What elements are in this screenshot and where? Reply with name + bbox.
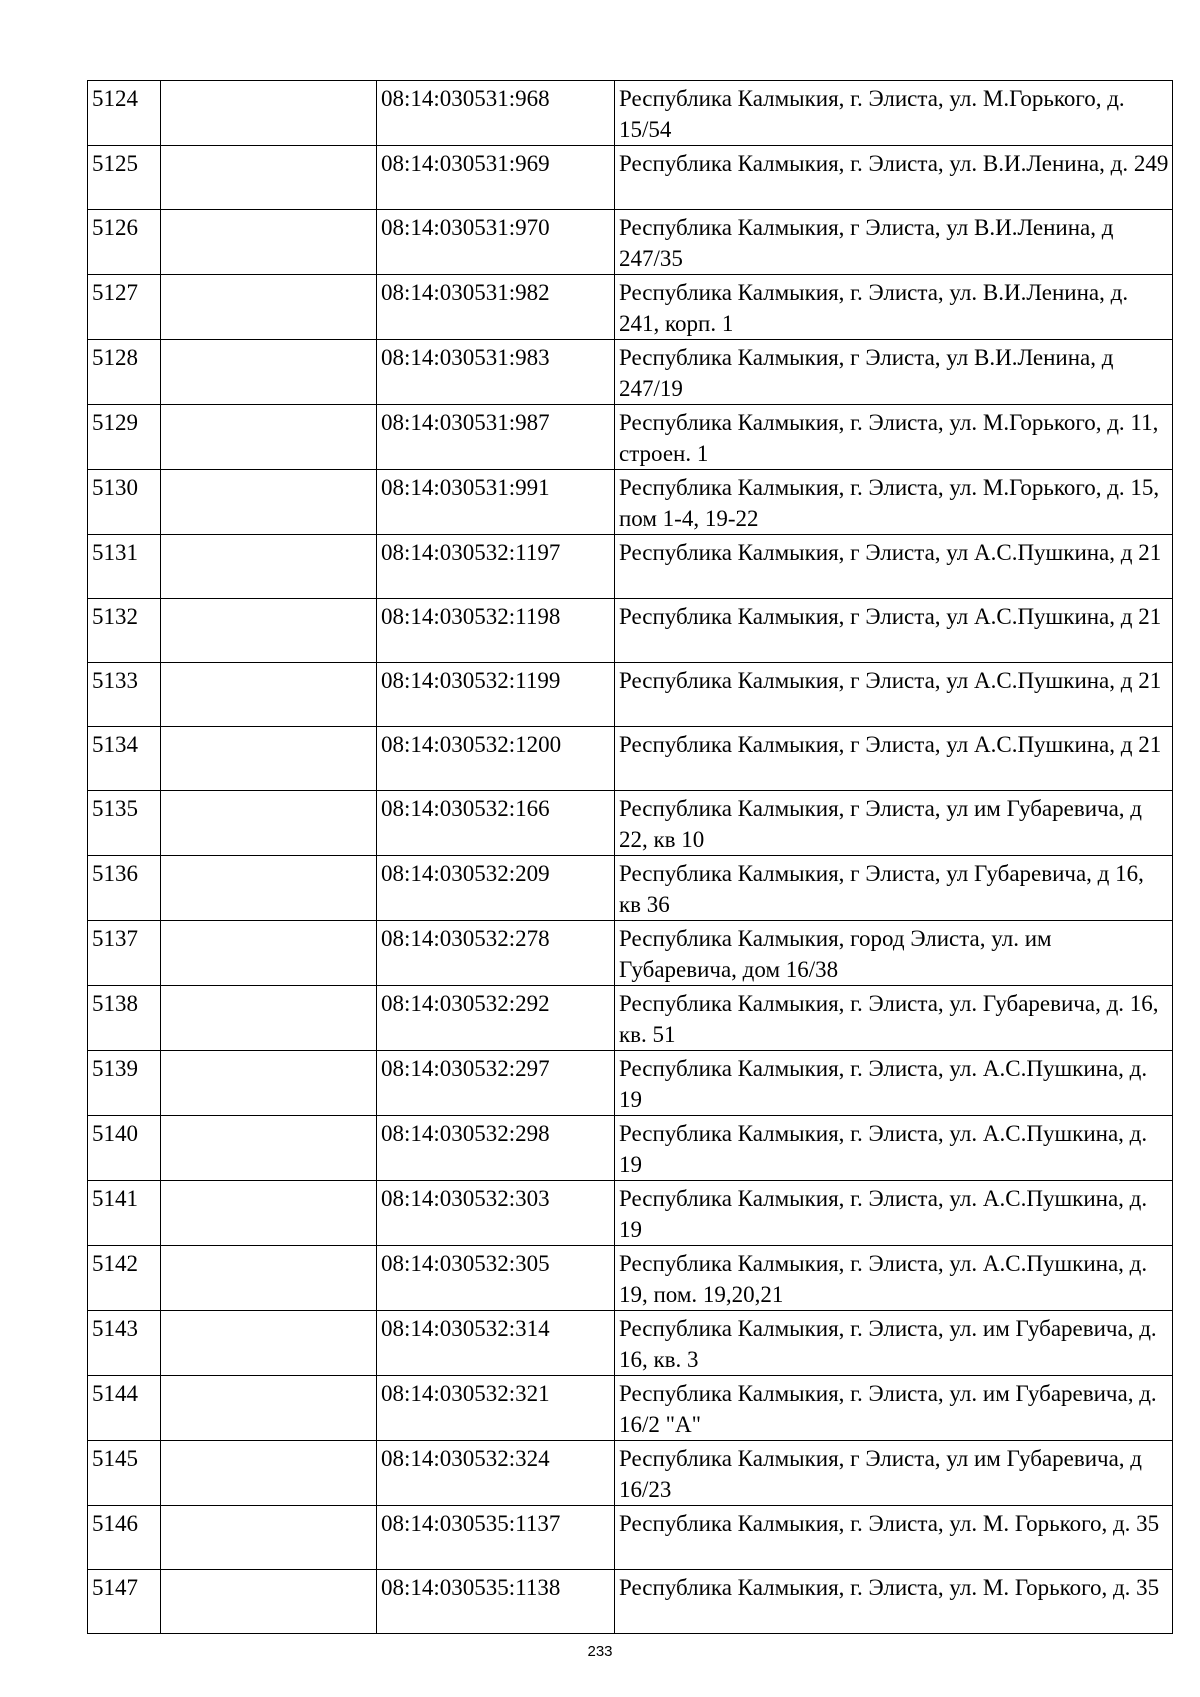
row-number: 5124 (88, 81, 161, 146)
owner-cell (161, 1246, 377, 1311)
owner-cell (161, 599, 377, 663)
owner-cell (161, 405, 377, 470)
row-number: 5126 (88, 210, 161, 275)
cadastral-number: 08:14:030532:292 (377, 986, 615, 1051)
row-number: 5133 (88, 663, 161, 727)
table-row (88, 1116, 1173, 1181)
address-cell: Республика Калмыкия, г. Элиста, ул. М.Горького, д. 11, строен. 1 (615, 405, 1173, 470)
address-cell: Республика Калмыкия, г. Элиста, ул. М.Горького, д. 15, пом 1-4, 19-22 (615, 470, 1173, 535)
table-row (88, 791, 1173, 856)
address-cell: Республика Калмыкия, г. Элиста, ул. М. Горького, д. 35 (615, 1570, 1173, 1634)
address-cell: Республика Калмыкия, город Элиста, ул. им Губаревича, дом 16/38 (615, 921, 1173, 986)
table-row (88, 1376, 1173, 1441)
address-cell: Республика Калмыкия, г. Элиста, ул. А.С.Пушкина, д. 19, пом. 19,20,21 (615, 1246, 1173, 1311)
cadastral-number: 08:14:030532:278 (377, 921, 615, 986)
row-number: 5125 (88, 146, 161, 210)
address-cell: Республика Калмыкия, г Элиста, ул А.С.Пушкина, д 21 (615, 663, 1173, 727)
row-number: 5147 (88, 1570, 161, 1634)
cadastral-number: 08:14:030531:969 (377, 146, 615, 210)
cadastral-number: 08:14:030531:987 (377, 405, 615, 470)
address-cell: Республика Калмыкия, г Элиста, ул Губаревича, д 16, кв 36 (615, 856, 1173, 921)
row-number: 5140 (88, 1116, 161, 1181)
table-row (88, 921, 1173, 986)
owner-cell (161, 1116, 377, 1181)
table-row (88, 210, 1173, 275)
table-row (88, 405, 1173, 470)
table-row (88, 663, 1173, 727)
table-row (88, 1311, 1173, 1376)
cadastral-number: 08:14:030531:968 (377, 81, 615, 146)
owner-cell (161, 1376, 377, 1441)
row-number: 5139 (88, 1051, 161, 1116)
table-row (88, 1181, 1173, 1246)
owner-cell (161, 275, 377, 340)
row-number: 5138 (88, 986, 161, 1051)
table-row (88, 727, 1173, 791)
row-number: 5146 (88, 1506, 161, 1570)
cadastral-number: 08:14:030535:1137 (377, 1506, 615, 1570)
row-number: 5130 (88, 470, 161, 535)
cadastral-number: 08:14:030532:321 (377, 1376, 615, 1441)
row-number: 5134 (88, 727, 161, 791)
address-cell: Республика Калмыкия, г. Элиста, ул. А.С.Пушкина, д. 19 (615, 1116, 1173, 1181)
owner-cell (161, 856, 377, 921)
owner-cell (161, 470, 377, 535)
owner-cell (161, 146, 377, 210)
cadastral-number: 08:14:030532:1200 (377, 727, 615, 791)
row-number: 5142 (88, 1246, 161, 1311)
owner-cell (161, 1441, 377, 1506)
row-number: 5137 (88, 921, 161, 986)
registry-table (87, 80, 1173, 1634)
cadastral-number: 08:14:030532:1198 (377, 599, 615, 663)
address-cell: Республика Калмыкия, г. Элиста, ул. В.И.Ленина, д. 249 (615, 146, 1173, 210)
row-number: 5132 (88, 599, 161, 663)
table-row (88, 856, 1173, 921)
owner-cell (161, 340, 377, 405)
row-number: 5145 (88, 1441, 161, 1506)
address-cell: Республика Калмыкия, г Элиста, ул А.С.Пушкина, д 21 (615, 727, 1173, 791)
cadastral-number: 08:14:030532:297 (377, 1051, 615, 1116)
page-number: 233 (587, 1643, 613, 1660)
owner-cell (161, 1311, 377, 1376)
table-row (88, 340, 1173, 405)
table-row (88, 470, 1173, 535)
cadastral-number: 08:14:030532:1199 (377, 663, 615, 727)
cadastral-number: 08:14:030532:209 (377, 856, 615, 921)
table-row (88, 1506, 1173, 1570)
owner-cell (161, 727, 377, 791)
address-cell: Республика Калмыкия, г Элиста, ул В.И.Ленина, д 247/35 (615, 210, 1173, 275)
table-row (88, 1051, 1173, 1116)
cadastral-number: 08:14:030532:166 (377, 791, 615, 856)
row-number: 5143 (88, 1311, 161, 1376)
table-row (88, 986, 1173, 1051)
address-cell: Республика Калмыкия, г. Элиста, ул. им Губаревича, д. 16, кв. 3 (615, 1311, 1173, 1376)
cadastral-number: 08:14:030532:298 (377, 1116, 615, 1181)
address-cell: Республика Калмыкия, г. Элиста, ул. им Губаревича, д. 16/2 "А" (615, 1376, 1173, 1441)
cadastral-number: 08:14:030532:324 (377, 1441, 615, 1506)
table-row (88, 1246, 1173, 1311)
table-row (88, 81, 1173, 146)
cadastral-number: 08:14:030532:314 (377, 1311, 615, 1376)
owner-cell (161, 663, 377, 727)
owner-cell (161, 1051, 377, 1116)
address-cell: Республика Калмыкия, г Элиста, ул В.И.Ленина, д 247/19 (615, 340, 1173, 405)
registry-table-body (88, 81, 1173, 1634)
row-number: 5127 (88, 275, 161, 340)
address-cell: Республика Калмыкия, г Элиста, ул А.С.Пушкина, д 21 (615, 535, 1173, 599)
table-row (88, 1441, 1173, 1506)
cadastral-number: 08:14:030531:991 (377, 470, 615, 535)
owner-cell (161, 1181, 377, 1246)
address-cell: Республика Калмыкия, г. Элиста, ул. А.С.Пушкина, д. 19 (615, 1051, 1173, 1116)
owner-cell (161, 986, 377, 1051)
row-number: 5144 (88, 1376, 161, 1441)
table-row (88, 146, 1173, 210)
row-number: 5136 (88, 856, 161, 921)
address-cell: Республика Калмыкия, г. Элиста, ул. В.И.Ленина, д. 241, корп. 1 (615, 275, 1173, 340)
address-cell: Республика Калмыкия, г. Элиста, ул. М.Горького, д. 15/54 (615, 81, 1173, 146)
address-cell: Республика Калмыкия, г. Элиста, ул. Губаревича, д. 16, кв. 51 (615, 986, 1173, 1051)
cadastral-number: 08:14:030532:305 (377, 1246, 615, 1311)
table-row (88, 275, 1173, 340)
cadastral-number: 08:14:030532:1197 (377, 535, 615, 599)
owner-cell (161, 535, 377, 599)
table-row (88, 535, 1173, 599)
owner-cell (161, 921, 377, 986)
address-cell: Республика Калмыкия, г Элиста, ул А.С.Пушкина, д 21 (615, 599, 1173, 663)
owner-cell (161, 1506, 377, 1570)
cadastral-number: 08:14:030531:970 (377, 210, 615, 275)
row-number: 5131 (88, 535, 161, 599)
row-number: 5128 (88, 340, 161, 405)
address-cell: Республика Калмыкия, г. Элиста, ул. А.С.Пушкина, д. 19 (615, 1181, 1173, 1246)
row-number: 5141 (88, 1181, 161, 1246)
owner-cell (161, 1570, 377, 1634)
address-cell: Республика Калмыкия, г Элиста, ул им Губаревича, д 16/23 (615, 1441, 1173, 1506)
cadastral-number: 08:14:030532:303 (377, 1181, 615, 1246)
address-cell: Республика Калмыкия, г. Элиста, ул. М. Горького, д. 35 (615, 1506, 1173, 1570)
cadastral-number: 08:14:030531:983 (377, 340, 615, 405)
address-cell: Республика Калмыкия, г Элиста, ул им Губаревича, д 22, кв 10 (615, 791, 1173, 856)
owner-cell (161, 791, 377, 856)
owner-cell (161, 81, 377, 146)
cadastral-number: 08:14:030535:1138 (377, 1570, 615, 1634)
table-row (88, 1570, 1173, 1634)
row-number: 5129 (88, 405, 161, 470)
table-row (88, 599, 1173, 663)
owner-cell (161, 210, 377, 275)
cadastral-number: 08:14:030531:982 (377, 275, 615, 340)
row-number: 5135 (88, 791, 161, 856)
